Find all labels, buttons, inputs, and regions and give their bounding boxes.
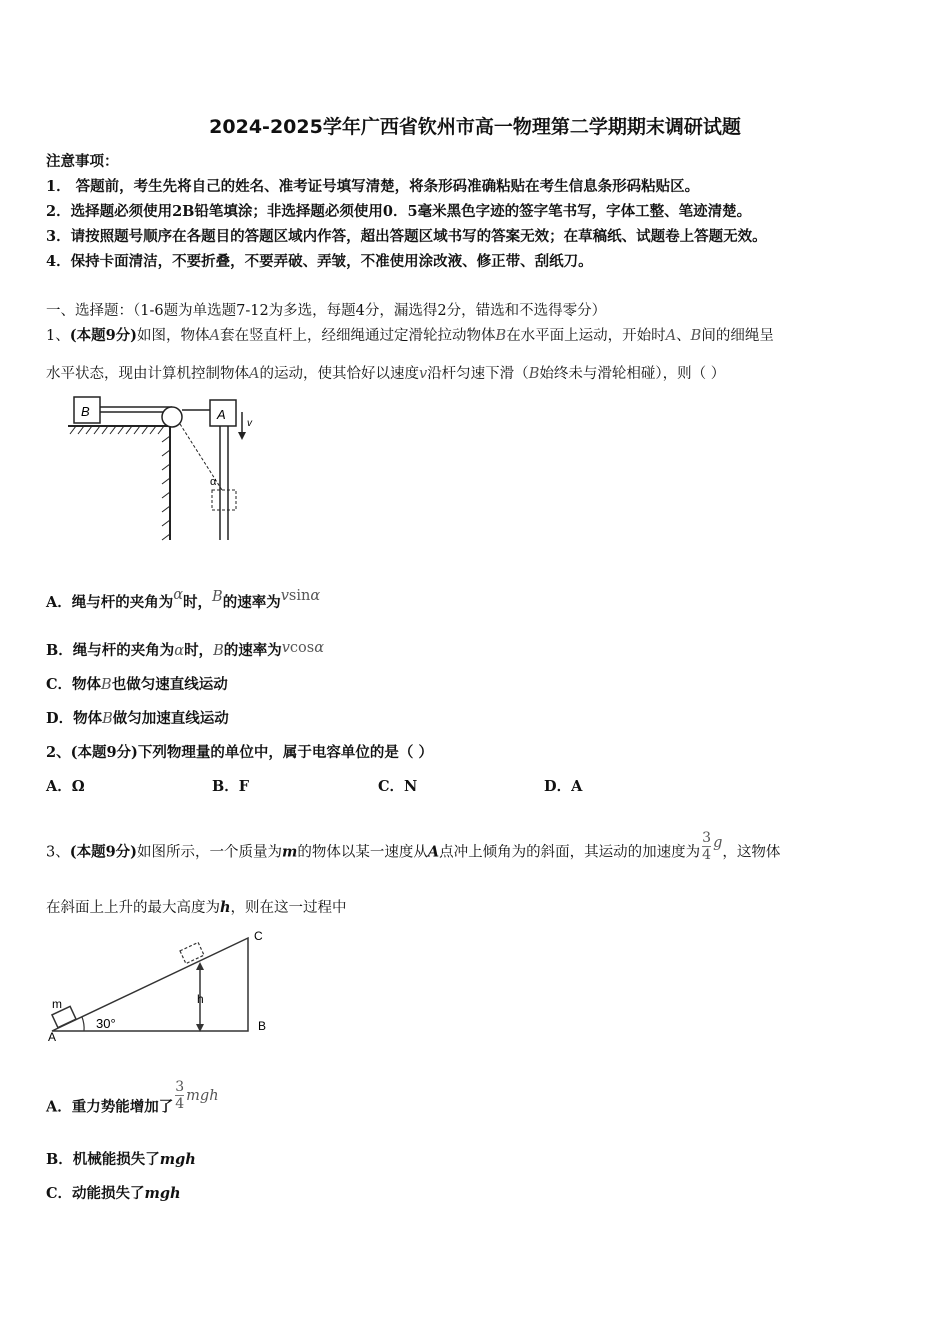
q1-text: 如图，物体 [137,328,210,344]
q3-option-a [46,1079,219,1124]
q1-text: 始终未与滑轮相碰），则（ ） [539,366,726,382]
incline-triangle [52,938,248,1031]
q1-line-2 [46,364,725,384]
option-text: 的速率为 [223,642,282,659]
q1-text: 水平状态，现由计算机控制物体 [46,366,249,382]
option-text: D．物体 [46,710,103,727]
label-h: h [197,992,204,1006]
q2-option-d: D．A [544,778,583,795]
notice-item-3: 3．请按照题号顺序在各题目的答题区域内作答，超出答题区域书写的答案无效；在草稿纸、试题卷上答题无效。 [46,228,767,245]
q1-number: 1、 [46,328,70,344]
q3-option-b [46,1150,196,1170]
q3-fraction [702,830,711,863]
q2-option-c: C．N [378,778,418,795]
option-var-b: B [101,677,112,693]
q1-text: 间的细绳呈 [701,328,774,344]
option-var-v: v [280,588,289,604]
q2-stem [46,743,433,763]
option-fn: sin [288,588,311,604]
label-c: C [254,929,263,943]
q1-option-b [46,641,324,661]
label-b: B [258,1019,267,1033]
q3-line-1 [46,830,781,869]
q3-number: 3、 [46,844,70,861]
q2-score: (本题9分) [70,744,138,761]
q1-text: 的运动，使其恰好以速度 [259,366,419,382]
page-title: 2024-2025学年广西省钦州市高一物理第二学期期末调研试题 [209,116,741,138]
q3-var-m: m [282,843,298,861]
option-text: 做匀加速直线运动 [112,710,229,727]
q1-text: 沿杆匀速下滑（ [427,366,529,382]
fraction-denominator: 4 [702,847,712,863]
q3-text: ，这物体 [722,844,781,861]
option-var-alpha: α [314,640,325,656]
q1-option-d [46,709,229,729]
section-heading: 一、选择题：（1-6题为单选题7-12为多选，每题4分，漏选得2分，错选和不选得零分） [46,303,607,319]
notice-item-4: 4．保持卡面清洁，不要折叠，不要弄破、弄皱，不准使用涂改液、修正带、刮纸刀。 [46,253,593,270]
q1-figure [50,390,290,550]
option-var-b: B [212,589,223,605]
q1-var-a: A [665,328,677,344]
option-fraction [175,1079,184,1112]
q1-text: 套在竖直杆上，经细绳通过定滑轮拉动物体 [220,328,496,344]
option-expr: mgh [144,1185,181,1202]
option-text: C．物体 [46,676,102,693]
q1-var-b: B [495,328,507,344]
notice-item-1: 1． 答题前，考生先将自己的姓名、准考证号填写清楚，将条形码准确粘贴在考生信息条形码粘贴区。 [46,178,700,195]
label-a: A [48,1030,57,1044]
q3-var-h: h [220,899,231,916]
label-angle: 30° [96,1016,116,1031]
q1-line-1 [46,326,774,346]
q1-var-v: v [418,366,428,382]
q3-text: 在斜面上上升的最大高度为 [46,900,220,916]
q2-option-a: A．Ω [46,778,85,795]
option-text: 时， [184,642,214,659]
q2-option-b: B．F [212,778,250,795]
q1-score: (本题9分) [69,327,138,344]
option-fn: cos [289,640,315,656]
q3-text: 点冲上倾角为的斜面，其运动的加速度为 [439,844,701,861]
option-var-b: B [213,643,224,659]
q3-figure [44,926,284,1046]
notice-item-2: 2．选择题必须使用2B铅笔填涂；非选择题必须使用0．5毫米黑色字迹的签字笔书写，字体工整、笔迹清楚。 [46,203,752,220]
q1-option-c [46,675,228,695]
option-expr: mgh [186,1087,219,1104]
q2-options [46,777,644,797]
label-v: v [247,418,252,429]
option-text: B．绳与杆的夹角为 [46,642,175,659]
notice-heading: 注意事项： [46,153,119,170]
q1-text: 、 [676,328,691,344]
option-text: B．机械能损失了 [46,1151,160,1168]
block-a-dashed [212,490,236,510]
option-var-alpha: α [310,588,321,604]
option-text: A．重力势能增加了 [46,1098,174,1116]
option-var-b: B [102,711,113,727]
option-var-v: v [281,640,290,656]
q3-text: 的物体以某一速度从 [297,844,428,861]
option-var-alpha: α [173,587,184,603]
q2-number: 2、 [46,744,71,761]
label-m: m [52,997,62,1011]
q1-var-a: A [209,328,221,344]
option-text: A．绳与杆的夹角为 [46,594,174,611]
q3-score: (本题9分) [69,843,138,861]
option-text: C．动能损失了 [46,1185,145,1202]
q1-option-a [46,587,321,613]
option-var-alpha: α [174,643,185,659]
q1-var-b: B [528,366,540,382]
fraction-numerator: 3 [702,830,712,846]
q3-option-c [46,1184,181,1204]
q3-var-g: g [713,834,723,851]
label-a: A [217,407,226,422]
q3-text: ，则在这一过程中 [230,900,347,916]
pulley [162,407,182,427]
option-text: 时， [183,594,213,611]
q3-line-2 [46,898,347,918]
label-alpha: α [210,476,217,488]
option-text: 的速率为 [222,594,281,611]
option-expr: mgh [159,1151,196,1168]
q1-var-a: A [249,366,260,382]
q2-text: 下列物理量的单位中，属于电容单位的是（ ） [137,744,433,761]
q1-text: 在水平面上运动，开始时 [506,328,666,344]
fraction-denominator: 4 [175,1096,185,1112]
q3-text: 如图所示，一个质量为 [137,844,283,861]
fraction-numerator: 3 [175,1079,185,1095]
q1-var-b: B [690,328,702,344]
label-b: B [81,404,90,419]
option-text: 也做匀速直线运动 [111,676,228,693]
q3-var-a: A [427,843,440,861]
